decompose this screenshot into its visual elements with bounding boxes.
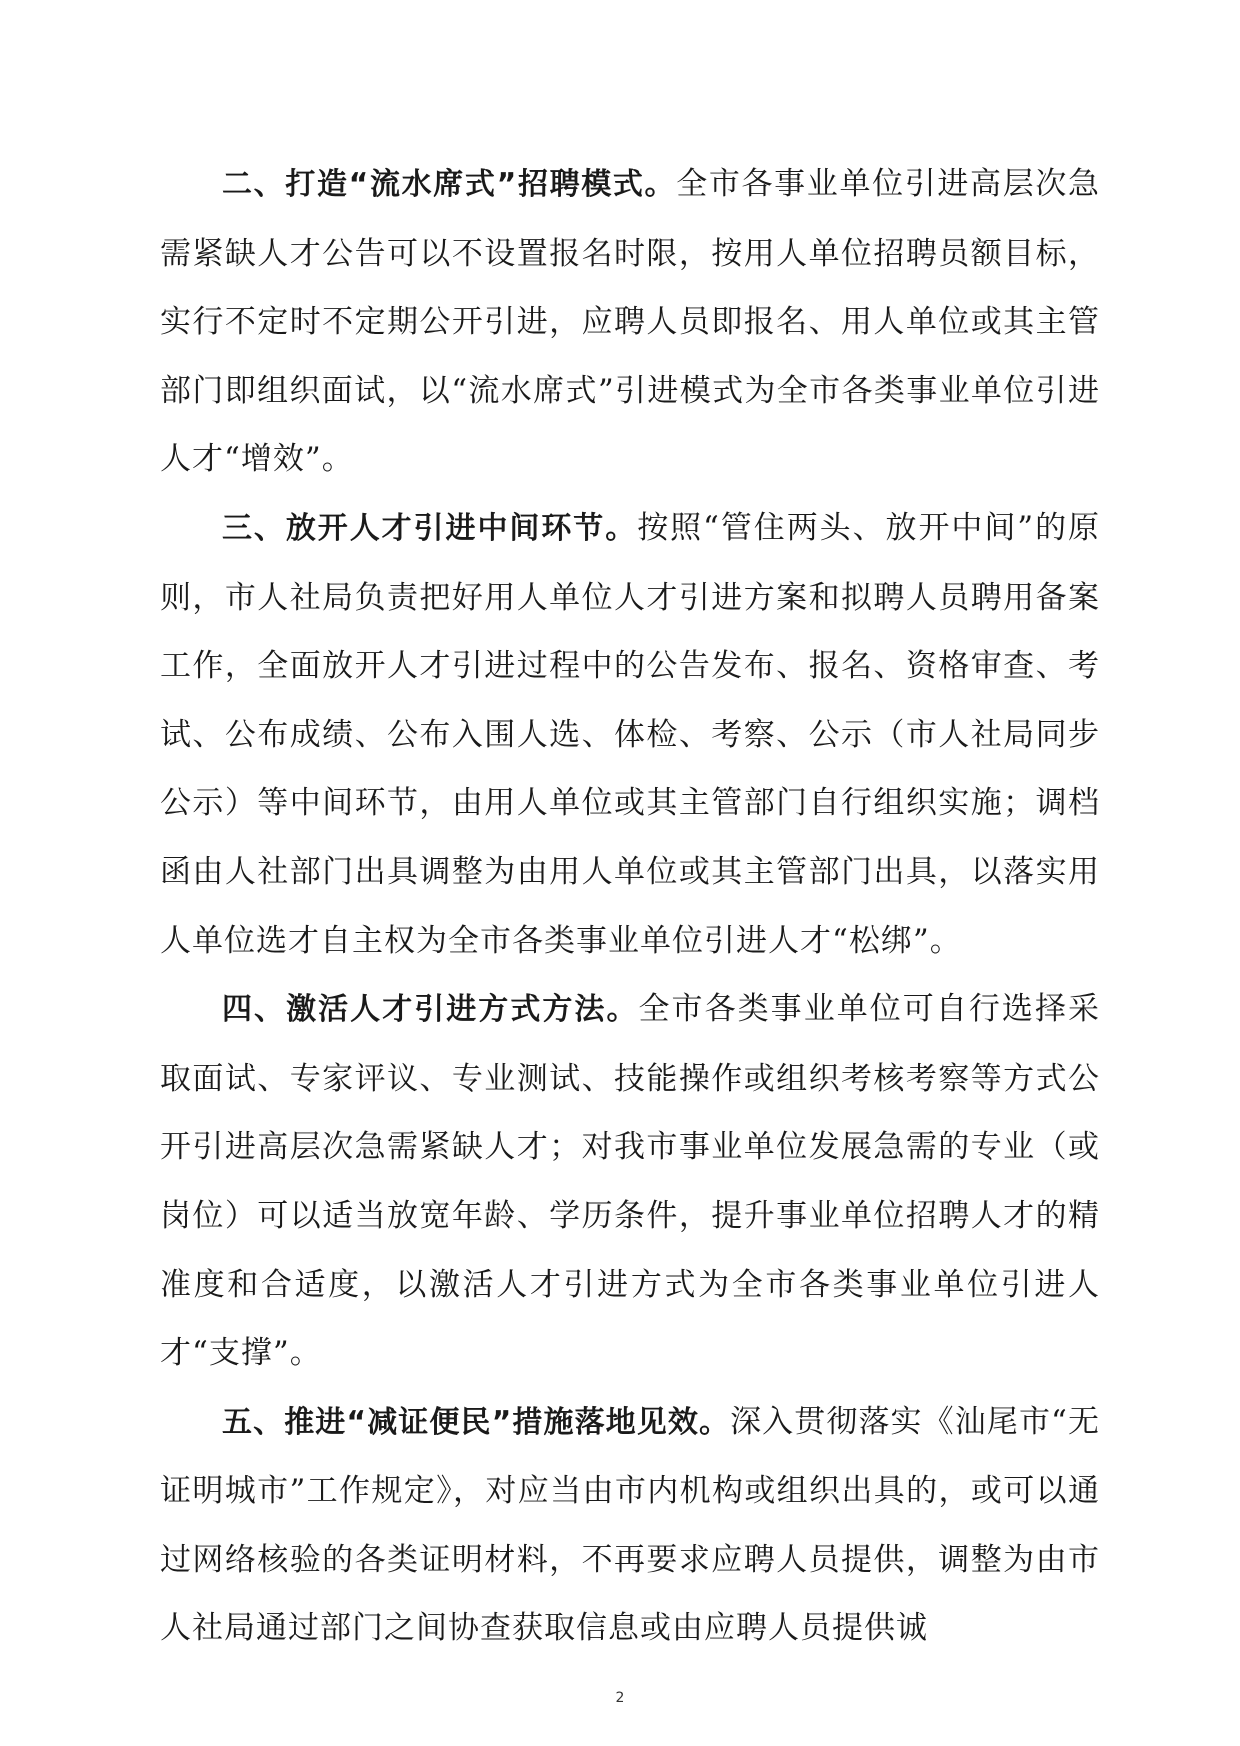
paragraph-4	[160, 975, 1100, 1388]
paragraph-heading: 三、放开人才引进中间环节。	[222, 510, 638, 546]
paragraph-text: 全市各类事业单位可自行选择采取面试、专家评议、专业测试、技能操作或组织考核考察等方式公开引进高层次急需紧缺人才；对我市事业单位发展急需的专业（或岗位）可以适当放宽年龄、学历条件，提升事业单位招聘人才的精准度和合适度，以激活人才引进方式为全市各类事业单位引进人才“支撑”。	[160, 991, 1100, 1372]
page-number: 2	[615, 1690, 625, 1706]
document-body	[160, 150, 1100, 1663]
paragraph-text: 全市各事业单位引进高层次急需紧缺人才公告可以不设置报名时限，按用人单位招聘员额目标，实行不定时不定期公开引进，应聘人员即报名、用人单位或其主管部门即组织面试，以“流水席式”引进模式为全市各类事业单位引进人才“增效”。	[160, 166, 1101, 478]
paragraph-5	[160, 1388, 1100, 1663]
paragraph-heading: 五、推进“减证便民”措施落地见效。	[222, 1404, 731, 1440]
paragraph-text: 按照“管住两头、放开中间”的原则，市人社局负责把好用人单位人才引进方案和拟聘人员聘用备案工作，全面放开人才引进过程中的公告发布、报名、资格审查、考试、公布成绩、公布入围人选、体检、考察、公示（市人社局同步公示）等中间环节，由用人单位或其主管部门自行组织实施；调档函由人社部门出具调整为由用人单位或其主管部门出具，以落实用人单位选才自主权为全市各类事业单位引进人才“松绑”。	[160, 509, 1100, 959]
paragraph-text: 深入贯彻落实《汕尾市“无证明城市”工作规定》，对应当由市内机构或组织出具的，或可以通过网络核验的各类证明材料，不再要求应聘人员提供，调整为由市人社局通过部门之间协查获取信息或由应聘人员提供诚	[160, 1403, 1100, 1647]
paragraph-heading: 四、激活人才引进方式方法。	[222, 992, 639, 1028]
paragraph-2	[160, 150, 1100, 494]
paragraph-3	[160, 494, 1100, 975]
paragraph-heading: 二、打造“流水席式”招聘模式。	[222, 167, 677, 202]
